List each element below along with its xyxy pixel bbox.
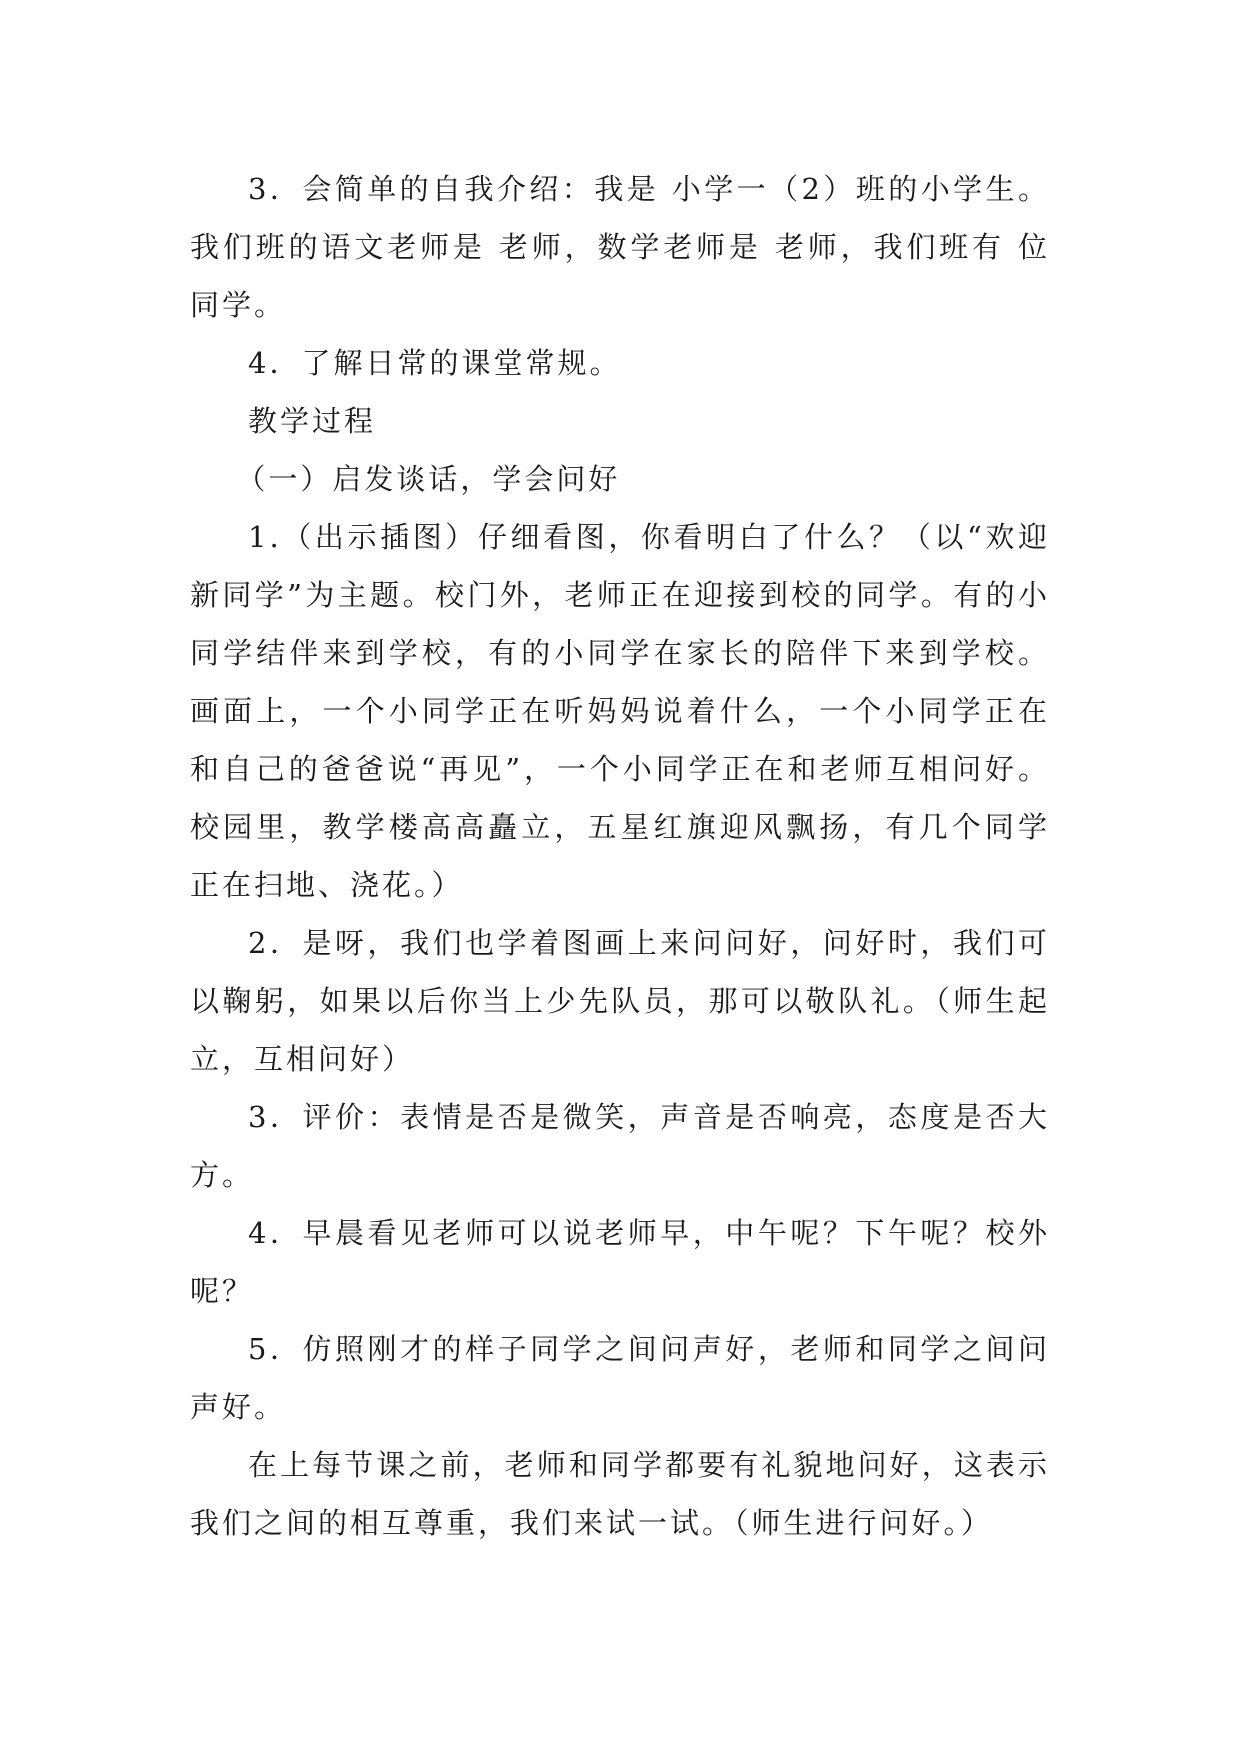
paragraph-evaluation: 3．评价：表情是否是微笑，声音是否响亮，态度是否大方。 <box>190 1100 1050 1192</box>
paragraph-self-introduction: 3．会简单的自我介绍：我是 小学一（2）班的小学生。我们班的语文老师是 老师，数学老师是 老师，我们班有 位同学。 <box>190 172 1050 322</box>
paragraph-imitate-greeting: 5．仿照刚才的样子同学之间问声好，老师和同学之间问声好。 <box>190 1332 1050 1424</box>
subsection-heading-greeting: （一）启发谈话，学会问好 <box>236 462 621 496</box>
paragraph-practice-greeting: 2．是呀，我们也学着图画上来问问好，问好时，我们可以鞠躬，如果以后你当上少先队员，那可以敬队礼。（师生起立，互相问好） <box>190 926 1050 1076</box>
paragraph-class-greeting: 在上每节课之前，老师和同学都要有礼貌地问好，这表示我们之间的相互尊重，我们来试一试。（师生进行问好。） <box>190 1448 1050 1540</box>
section-heading-teaching-process: 教学过程 <box>248 404 377 438</box>
document-body <box>190 160 1050 1552</box>
paragraph-classroom-routine: 4．了解日常的课堂常规。 <box>248 346 622 380</box>
paragraph-time-greetings: 4．早晨看见老师可以说老师早，中午呢？下午呢？校外呢？ <box>190 1216 1050 1308</box>
paragraph-picture-observation: 1.（出示插图）仔细看图，你看明白了什么？（以“欢迎新同学”为主题。校门外，老师正在迎接到校的同学。有的小同学结伴来到学校，有的小同学在家长的陪伴下来到学校。画面上，一个小同学正在听妈妈说着什么，一个小同学正在和自己的爸爸说“再见”，一个小同学正在和老师互相问好。校园里，教学楼高高矗立，五星红旗迎风飘扬，有几个同学正在扫地、浇花。） <box>190 520 1050 902</box>
